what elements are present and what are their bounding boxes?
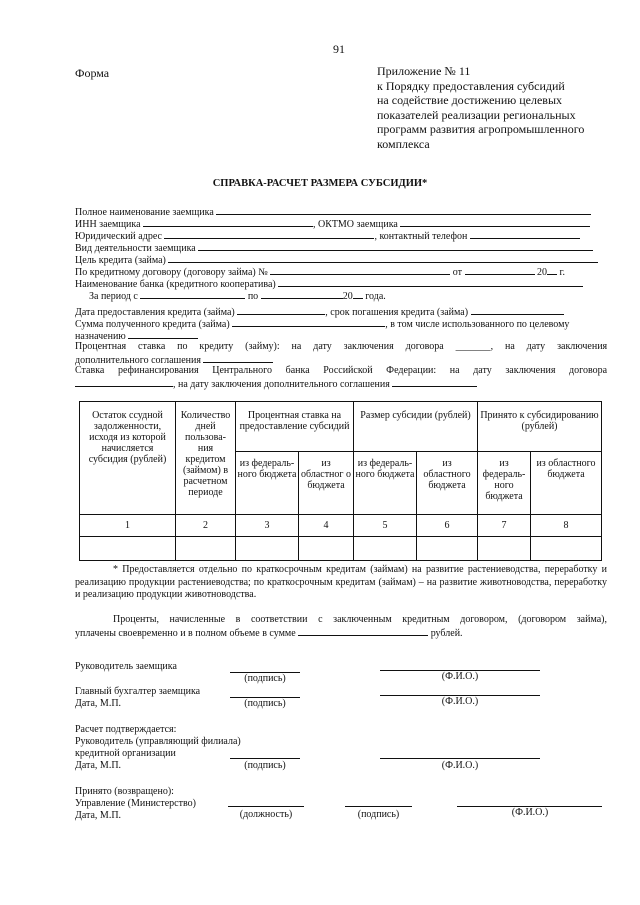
col-number: 8 bbox=[531, 515, 602, 537]
year-g: г. bbox=[559, 267, 565, 278]
page-number: 91 bbox=[333, 42, 345, 56]
rate-word: заключения bbox=[557, 341, 608, 352]
appendix-block bbox=[377, 64, 584, 152]
bank-name-label: Наименование банка (кредитного кооператива) bbox=[75, 279, 276, 290]
bank-signature-line[interactable] bbox=[230, 758, 300, 759]
form-label: Форма bbox=[75, 66, 110, 80]
col-number: 1 bbox=[80, 515, 176, 537]
bank-fio-line[interactable] bbox=[380, 758, 540, 759]
period-year-label: года. bbox=[365, 291, 386, 302]
repay-date-blank[interactable] bbox=[471, 305, 564, 315]
refin-word: рефинансирования bbox=[117, 365, 199, 376]
refin-line bbox=[75, 365, 607, 377]
repay-date-label: , срок погашения кредита (займа) bbox=[325, 307, 469, 318]
phone-label: , контактный телефон bbox=[374, 231, 468, 242]
activity-blank[interactable] bbox=[198, 241, 593, 251]
rate-word: кредиту bbox=[199, 341, 234, 352]
period-year-prefix: 20 bbox=[342, 291, 353, 302]
header-balance: Остаток ссудной задолженности, исходя из которой начисляется субсидия (рублей) bbox=[80, 402, 176, 515]
address-blank[interactable] bbox=[164, 229, 374, 239]
loan-purpose-label: Цель кредита (займа) bbox=[75, 255, 166, 266]
sub-size-federal: из федераль- ного бюджета bbox=[354, 452, 417, 515]
rate-word: дату bbox=[313, 341, 332, 352]
sub-rate-regional: из областног о бюджета bbox=[299, 452, 354, 515]
appendix-line: показателей реализации региональных bbox=[377, 107, 576, 122]
refin-word: на bbox=[449, 365, 460, 376]
date-mp-label: Дата, М.П. bbox=[75, 760, 122, 771]
table-cell[interactable] bbox=[236, 537, 299, 561]
full-name-blank[interactable] bbox=[216, 205, 591, 215]
interest-line-1: Проценты, начисленные в соответствии с заключенным кредитным договором, (договором займа), bbox=[113, 614, 607, 625]
table-cell[interactable] bbox=[417, 537, 478, 561]
position-caption: (должность) bbox=[239, 809, 293, 820]
interest-paid-label: уплачены своевременно и в полном объеме в сумме bbox=[75, 628, 296, 639]
header-days: Количество дней пользова- ния кредитом (займом) в расчетном периоде bbox=[176, 402, 236, 515]
contract-date-blank[interactable] bbox=[465, 265, 535, 275]
purpose-blank[interactable] bbox=[128, 329, 198, 339]
refin-word: Центрального bbox=[212, 365, 273, 376]
refin-word: Ставка bbox=[75, 365, 105, 376]
fio-caption: (Ф.И.О.) bbox=[511, 807, 549, 818]
year-prefix: 20 bbox=[537, 267, 547, 278]
oktmo-label: , ОКТМО заемщика bbox=[313, 219, 398, 230]
signature-caption: (подпись) bbox=[357, 809, 400, 820]
header-rate: Процентная ставка на предоставление субсидий bbox=[236, 402, 354, 452]
bank-head-label-2: кредитной организации bbox=[75, 748, 176, 759]
chief-accountant-label: Главный бухгалтер заемщика bbox=[75, 686, 201, 697]
rate-word: Процентная bbox=[75, 341, 127, 352]
table-cell[interactable] bbox=[478, 537, 531, 561]
refin-word: Федерации: bbox=[386, 365, 437, 376]
interest-sum-blank[interactable] bbox=[298, 626, 428, 636]
issue-date-label: Дата предоставления кредита (займа) bbox=[75, 307, 235, 318]
col-number: 7 bbox=[478, 515, 531, 537]
rate-word: на bbox=[504, 341, 515, 352]
col-number: 2 bbox=[176, 515, 236, 537]
refin-contract-blank[interactable] bbox=[75, 377, 173, 387]
rubles-label: рублей. bbox=[430, 628, 463, 639]
date-mp-label: Дата, М.П. bbox=[75, 810, 122, 821]
ministry-label: Управление (Министерство) bbox=[75, 798, 196, 809]
period-from-label: За период с bbox=[89, 291, 138, 302]
period-to-blank[interactable] bbox=[261, 289, 343, 299]
refin-word: дату bbox=[473, 365, 492, 376]
address-label: Юридический адрес bbox=[75, 231, 162, 242]
oktmo-blank[interactable] bbox=[400, 217, 590, 227]
ministry-signature-line[interactable] bbox=[345, 806, 412, 807]
signature-caption: (подпись) bbox=[244, 673, 286, 684]
additional-agreement-blank[interactable] bbox=[203, 353, 273, 363]
loan-sum-blank[interactable] bbox=[232, 317, 385, 327]
purpose-label: назначению bbox=[75, 331, 126, 342]
table-cell[interactable] bbox=[354, 537, 417, 561]
sub-accepted-regional: из областного бюджета bbox=[531, 452, 602, 515]
fio-caption: (Ф.И.О.) bbox=[441, 696, 479, 707]
rate-word: дату bbox=[526, 341, 546, 352]
accepted-label: Принято (возвращено): bbox=[75, 786, 174, 797]
col-number: 3 bbox=[236, 515, 299, 537]
refin-additional-field[interactable] bbox=[75, 377, 477, 391]
refin-word: договора bbox=[569, 365, 608, 376]
fio-caption: (Ф.И.О.) bbox=[441, 671, 479, 682]
activity-label: Вид деятельности заемщика bbox=[75, 243, 196, 254]
sub-rate-federal: из федераль- ного бюджета bbox=[236, 452, 299, 515]
refin-word: Российской bbox=[323, 365, 373, 376]
appendix-line: комплекса bbox=[377, 136, 430, 151]
full-name-label: Полное наименование заемщика bbox=[75, 207, 214, 218]
position-line[interactable] bbox=[228, 806, 304, 807]
phone-blank[interactable] bbox=[470, 229, 580, 239]
rate-word: договора bbox=[405, 341, 444, 352]
header-accepted: Принято к субсидированию (рублей) bbox=[478, 402, 602, 452]
period-from-blank[interactable] bbox=[140, 289, 245, 299]
rate-word: заключения bbox=[343, 341, 394, 352]
table-cell[interactable] bbox=[299, 537, 354, 561]
subsidy-table bbox=[79, 401, 602, 561]
sub-size-regional: из областного бюджета bbox=[417, 452, 478, 515]
inn-label: ИНН заемщика bbox=[75, 219, 141, 230]
table-cell[interactable] bbox=[176, 537, 236, 561]
bank-name-blank[interactable] bbox=[278, 277, 583, 287]
col-number: 4 bbox=[299, 515, 354, 537]
signature-caption: (подпись) bbox=[244, 760, 286, 771]
sub-accepted-federal: из федераль- ного бюджета bbox=[478, 452, 531, 515]
rate-blank[interactable]: _______, bbox=[455, 341, 494, 352]
period-to-label: по bbox=[247, 291, 259, 302]
period-field[interactable] bbox=[89, 289, 386, 303]
signature-caption: (подпись) bbox=[244, 698, 286, 709]
col-number: 6 bbox=[417, 515, 478, 537]
col-number: 5 bbox=[354, 515, 417, 537]
document-title: СПРАВКА-РАСЧЕТ РАЗМЕРА СУБСИДИИ* bbox=[212, 178, 428, 189]
refin-word: банка bbox=[285, 365, 310, 376]
rate-word: (займу): bbox=[245, 341, 280, 352]
contract-number-blank[interactable] bbox=[270, 265, 450, 275]
loan-contract-label: По кредитному договору (договору займа) № bbox=[75, 267, 268, 278]
inn-blank[interactable] bbox=[143, 217, 313, 227]
refin-word: заключения bbox=[505, 365, 556, 376]
loan-sum-label: Сумма полученного кредита (займа) bbox=[75, 319, 230, 330]
header-subsidy-size: Размер субсидии (рублей) bbox=[354, 402, 478, 452]
additional-agreement-label: дополнительного соглашения bbox=[75, 355, 201, 366]
from-label: от bbox=[452, 267, 462, 278]
refin-additional-blank[interactable] bbox=[392, 377, 477, 387]
interest-line-2[interactable] bbox=[75, 626, 463, 640]
bank-head-label-1: Руководитель (управляющий филиала) bbox=[75, 736, 241, 747]
appendix-line: на содействие достижению целевых bbox=[377, 93, 563, 108]
period-year-blank[interactable] bbox=[353, 289, 363, 299]
year-blank[interactable] bbox=[547, 265, 557, 275]
rate-word: по bbox=[177, 341, 188, 352]
rate-line bbox=[75, 341, 607, 353]
loan-purpose-blank[interactable] bbox=[168, 253, 598, 263]
rate-word: на bbox=[291, 341, 302, 352]
appendix-line: программ развития агропромышленного bbox=[377, 122, 585, 137]
issue-date-blank[interactable] bbox=[237, 305, 325, 315]
refin-tail-label: , на дату заключения дополнительного соглашения bbox=[173, 379, 390, 390]
purpose-used-label: , в том числе использованного по целевому bbox=[385, 319, 570, 330]
footnote: * Предоставляется отдельно по краткосрочным кредитам (займам) на развитие растениеводства, переработку и реализацию продукции растениеводства; по краткосрочным кредитам (займам) – на развитие животноводства, переработку и реализацию продукции животноводства. bbox=[75, 564, 607, 600]
rate-word: ставка bbox=[138, 341, 166, 352]
appendix-title: Приложение № 11 bbox=[377, 64, 471, 78]
head-borrower-label: Руководитель заемщика bbox=[75, 661, 177, 672]
table-cell[interactable] bbox=[80, 537, 176, 561]
table-cell[interactable] bbox=[531, 537, 602, 561]
date-mp-label: Дата, М.П. bbox=[75, 698, 122, 709]
confirmed-label: Расчет подтверждается: bbox=[75, 724, 177, 735]
fio-caption: (Ф.И.О.) bbox=[441, 760, 479, 771]
appendix-line: к Порядку предоставления субсидий bbox=[377, 78, 565, 93]
